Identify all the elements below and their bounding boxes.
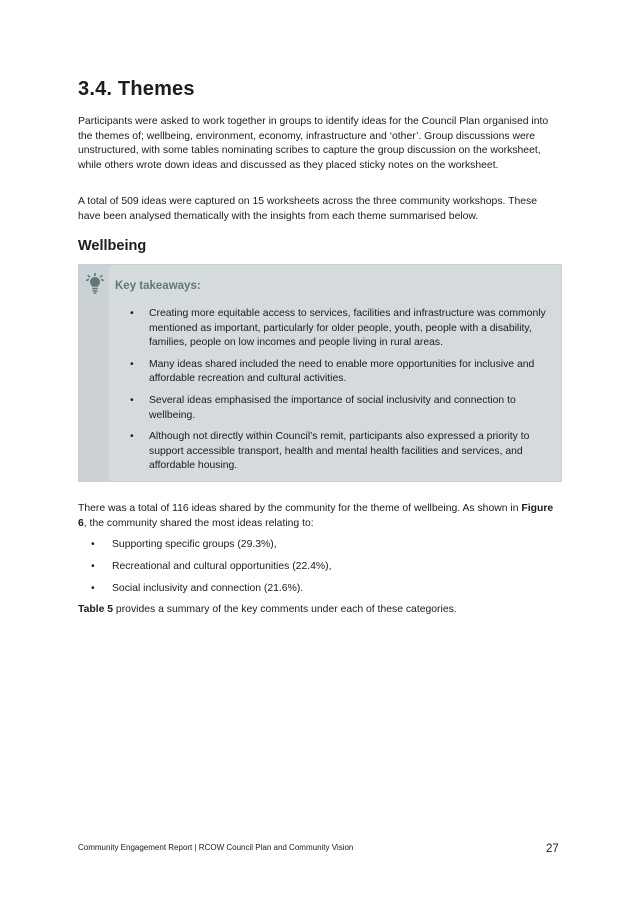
takeaway-item: • Many ideas shared included the need to enable more opportunities for inclusive and affordable recreation and cultural activities.: [115, 358, 555, 387]
key-takeaways-box: [78, 264, 562, 482]
category-list: [78, 538, 562, 604]
footer-text: Community Engagement Report | RCOW Council Plan and Community Vision: [78, 843, 354, 852]
table-reference: Table 5: [78, 604, 114, 615]
page-title: 3.4. Themes: [78, 78, 195, 100]
section-heading: Wellbeing: [78, 238, 147, 254]
figure-reference: Figure 6: [78, 503, 554, 529]
table-reference-text: provides a summary of the key comments under each of these categories.: [113, 604, 457, 615]
takeaway-item: • Creating more equitable access to services, facilities and infrastructure was commonly mentioned as important, particularly for older people, youth, people with a disability, families, people on low incomes and people living in rural areas.: [115, 307, 555, 351]
lightbulb-icon: [85, 273, 105, 295]
takeaway-item: • Although not directly within Council’s remit, participants also expressed a priority to support accessible transport, health and mental health facilities and services, and affordable housing.: [115, 430, 555, 474]
takeaways-icon-column: [79, 265, 109, 481]
category-item: • Social inclusivity and connection (21.6%).: [78, 582, 562, 597]
category-item: • Recreational and cultural opportunities (22.4%),: [78, 560, 562, 575]
table-reference-paragraph: [78, 603, 562, 618]
intro-paragraph-2: A total of 509 ideas were captured on 15 worksheets across the three community workshops. These have been analysed thematically with the insights from each theme summarised below.: [78, 196, 537, 222]
summary-paragraph: [78, 502, 562, 531]
takeaways-title: Key takeaways:: [115, 280, 201, 292]
summary-text-end: , the community shared the most ideas relating to:: [83, 517, 314, 529]
category-item: • Supporting specific groups (29.3%),: [78, 538, 562, 553]
takeaways-list: [115, 307, 555, 481]
page-number: 27: [546, 843, 559, 855]
intro-paragraph-1: Participants were asked to work together in groups to identify ideas for the Council Plan organised into the themes of; wellbeing, environment, economy, infrastructure and ‘other’. Group discussions were unstructured, with some tables nominating scribes to capture the group discussion on the worksheet, while others wrote down ideas and discussed as they placed sticky notes on the worksheet.: [78, 116, 549, 171]
summary-text-start: There was a total of 116 ideas shared by the community for the theme of wellbeing. As shown in: [78, 503, 522, 514]
takeaway-item: • Several ideas emphasised the importance of social inclusivity and connection to wellbeing.: [115, 394, 555, 423]
